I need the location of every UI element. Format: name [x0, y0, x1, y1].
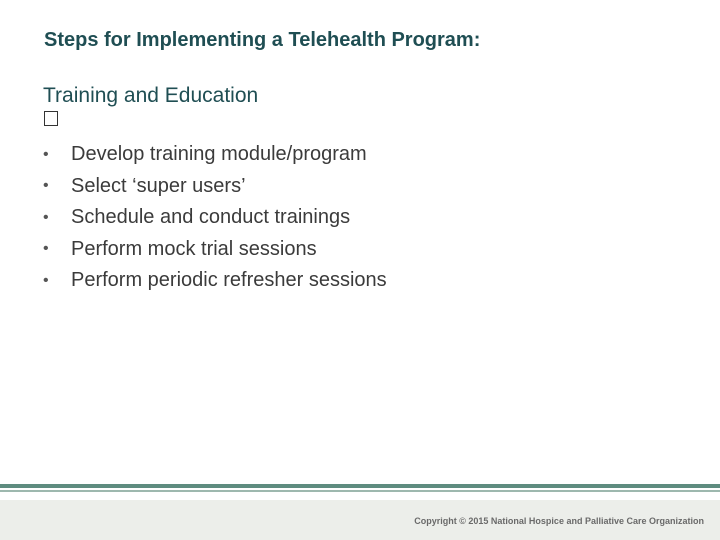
bullet-text: Schedule and conduct trainings [71, 206, 351, 229]
footer-divider [0, 484, 720, 492]
footer-line-thick [0, 484, 720, 488]
missing-glyph-icon [44, 111, 58, 126]
bullet-item [43, 139, 387, 171]
bullet-text: Develop training module/program [71, 143, 367, 166]
bullet-text: Perform periodic refresher sessions [71, 269, 387, 292]
bullet-dot-icon: • [43, 208, 49, 226]
bullet-text: Select ‘super users’ [71, 174, 246, 197]
section-heading: Training and Education [43, 84, 259, 107]
slide-title: Steps for Implementing a Telehealth Program: [44, 29, 481, 51]
bullet-dot-icon: • [43, 177, 49, 195]
bullet-item [43, 265, 387, 297]
footer-line-thin [0, 490, 720, 492]
bullet-dot-icon: • [43, 145, 49, 163]
bullet-item [43, 234, 387, 266]
bullet-list [43, 139, 387, 297]
bullet-text: Perform mock trial sessions [71, 237, 317, 260]
bullet-dot-icon: • [43, 240, 49, 258]
copyright-text: Copyright © 2015 National Hospice and Palliative Care Organization [414, 516, 704, 526]
bullet-dot-icon: • [43, 271, 49, 289]
bullet-item [43, 202, 387, 234]
bullet-item [43, 171, 387, 203]
